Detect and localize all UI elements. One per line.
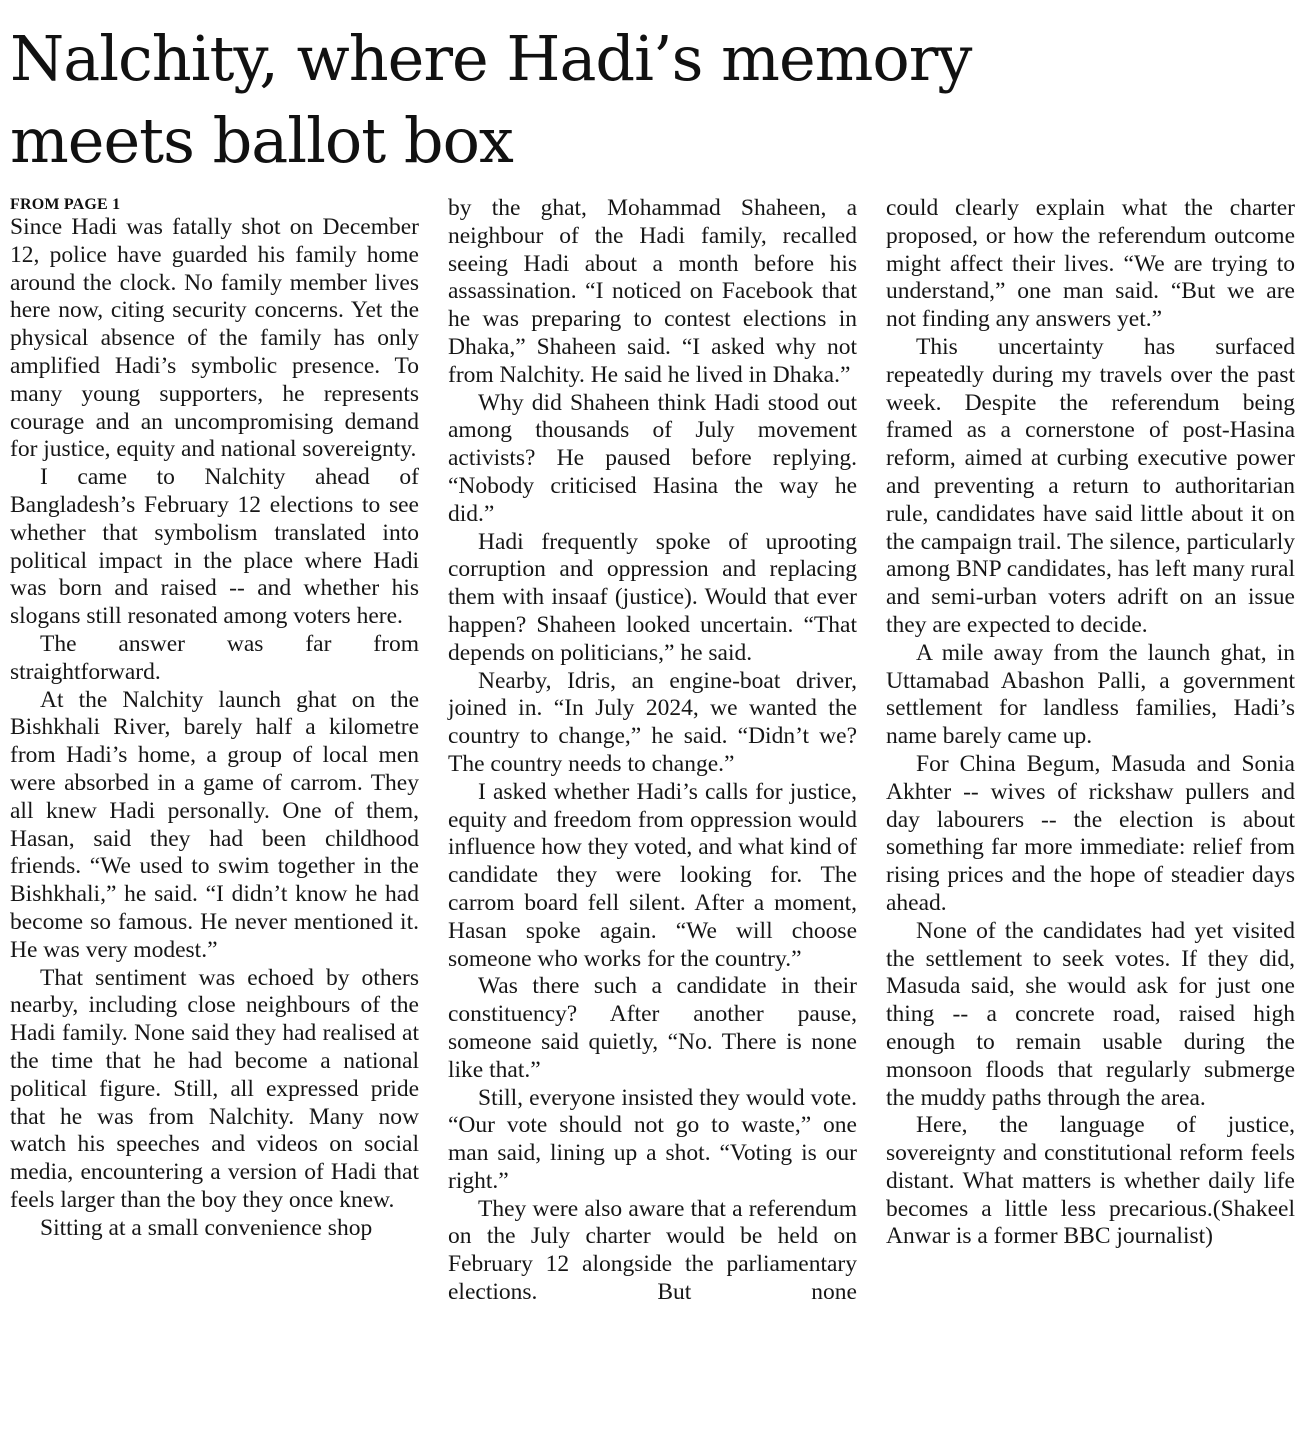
paragraph: None of the candidates had yet visited the settlement to seek votes. If they did, Masuda said, she would ask for just one thing -- a concrete road, raised high enough to remain usable during the monsoon floods that regularly submerge the muddy paths through the area.: [886, 917, 1295, 1111]
paragraph: Was there such a candidate in their constituency? After another pause, someone said quietly, “No. There is none like that.”: [448, 973, 857, 1083]
paragraph: Why did Shaheen think Hadi stood out among thousands of July movement activists? He paused before replying. “Nobody criticised Hasina the way he did.”: [448, 389, 857, 527]
article-column-1: [10, 195, 419, 1242]
article-column-3: [886, 195, 1295, 1251]
paragraph: This uncertainty has surfaced repeatedly during my travels over the past week. Despite the referendum being framed as a cornerstone of post-Hasina reform, aimed at curbing executive power and preventing a return to authoritarian rule, candidates have said little about it on the campaign trail. The silence, particularly among BNP candidates, has left many rural and semi-urban voters adrift on an issue they are expected to decide.: [886, 333, 1295, 638]
paragraph: The answer was far from straightforward.: [10, 630, 419, 685]
paragraph: For China Begum, Masuda and Sonia Akhter -- wives of rickshaw pullers and day labourers -- the election is about something far more immediate: relief from rising prices and the hope of steadier days ahead.: [886, 750, 1295, 916]
article-column-2: [448, 195, 857, 1307]
paragraph: Still, everyone insisted they would vote. “Our vote should not go to waste,” one man said, lining up a shot. “Voting is our right.”: [448, 1084, 857, 1194]
paragraph: Hadi frequently spoke of uprooting corruption and oppression and replacing them with insaaf (justice). Would that ever happen? Shaheen looked uncertain. “That depends on politicians,” he said.: [448, 528, 857, 666]
paragraph: A mile away from the launch ghat, in Uttamabad Abashon Palli, a government settlement for landless families, Hadi’s name barely came up.: [886, 639, 1295, 750]
paragraph: That sentiment was echoed by others nearby, including close neighbours of the Hadi family. None said they had realised at the time that he had become a national political figure. Still, all expressed pride that he was from Nalchity. Many now watch his speeches and videos on social media, encountering a version of Hadi that feels larger than the boy they once knew.: [10, 964, 419, 1213]
paragraph-continued: could clearly explain what the charter proposed, or how the referendum outcome might affect their lives. “We are trying to understand,” one man said. “But we are not finding any answers yet.”: [886, 195, 1295, 333]
paragraph: At the Nalchity launch ghat on the Bishkhali River, barely half a kilometre from Hadi’s home, a group of local men were absorbed in a game of carrom. They all knew Hadi personally. One of them, Hasan, said they had been childhood friends. “We used to swim together in the Bishkhali,” he said. “I didn’t know he had become so famous. He never mentioned it. He was very modest.”: [10, 686, 419, 963]
paragraph: They were also aware that a referendum on the July charter would be held on February 12 alongside the parliamentary elections. But none: [448, 1195, 857, 1306]
paragraph: Nearby, Idris, an engine-boat driver, joined in. “In July 2024, we wanted the country to change,” he said. “Didn’t we? The country needs to change.”: [448, 667, 857, 777]
paragraph: I came to Nalchity ahead of Bangladesh’s February 12 elections to see whether that symbolism translated into political impact in the place where Hadi was born and raised -- and whether his slogans still resonated among voters here.: [10, 464, 419, 630]
paragraph-continued: by the ghat, Mohammad Shaheen, a neighbour of the Hadi family, recalled seeing Hadi about a month before his assassination. “I noticed on Facebook that he was preparing to contest elections in Dhaka,” Shaheen said. “I asked why not from Nalchity. He said he lived in Dhaka.”: [448, 195, 857, 388]
paragraph: Sitting at a small convenience shop: [40, 1214, 373, 1241]
paragraph: I asked whether Hadi’s calls for justice, equity and freedom from oppression would influence how they voted, and what kind of candidate they were looking for. The carrom board fell silent. After a moment, Hasan spoke again. “We will choose someone who works for the country.”: [448, 778, 857, 972]
headline-line-1: Nalchity, where Hadi’s memory: [10, 22, 972, 95]
headline-line-2: meets ballot box: [10, 104, 513, 177]
paragraph: Since Hadi was fatally shot on December 12, police have guarded his family home around the clock. No family member lives here now, citing security concerns. Yet the physical absence of the family has only amplified Hadi’s symbolic presence. To many young supporters, he represents courage and an uncompromising demand for justice, equity and national sovereignty.: [10, 214, 419, 463]
kicker-from-page: FROM PAGE 1: [10, 196, 121, 213]
paragraph: Here, the language of justice, sovereignty and constitutional reform feels distant. What matters is whether daily life becomes a little less precarious.(Shakeel Anwar is a former BBC journalist): [886, 1112, 1295, 1250]
headline: [10, 18, 1290, 182]
